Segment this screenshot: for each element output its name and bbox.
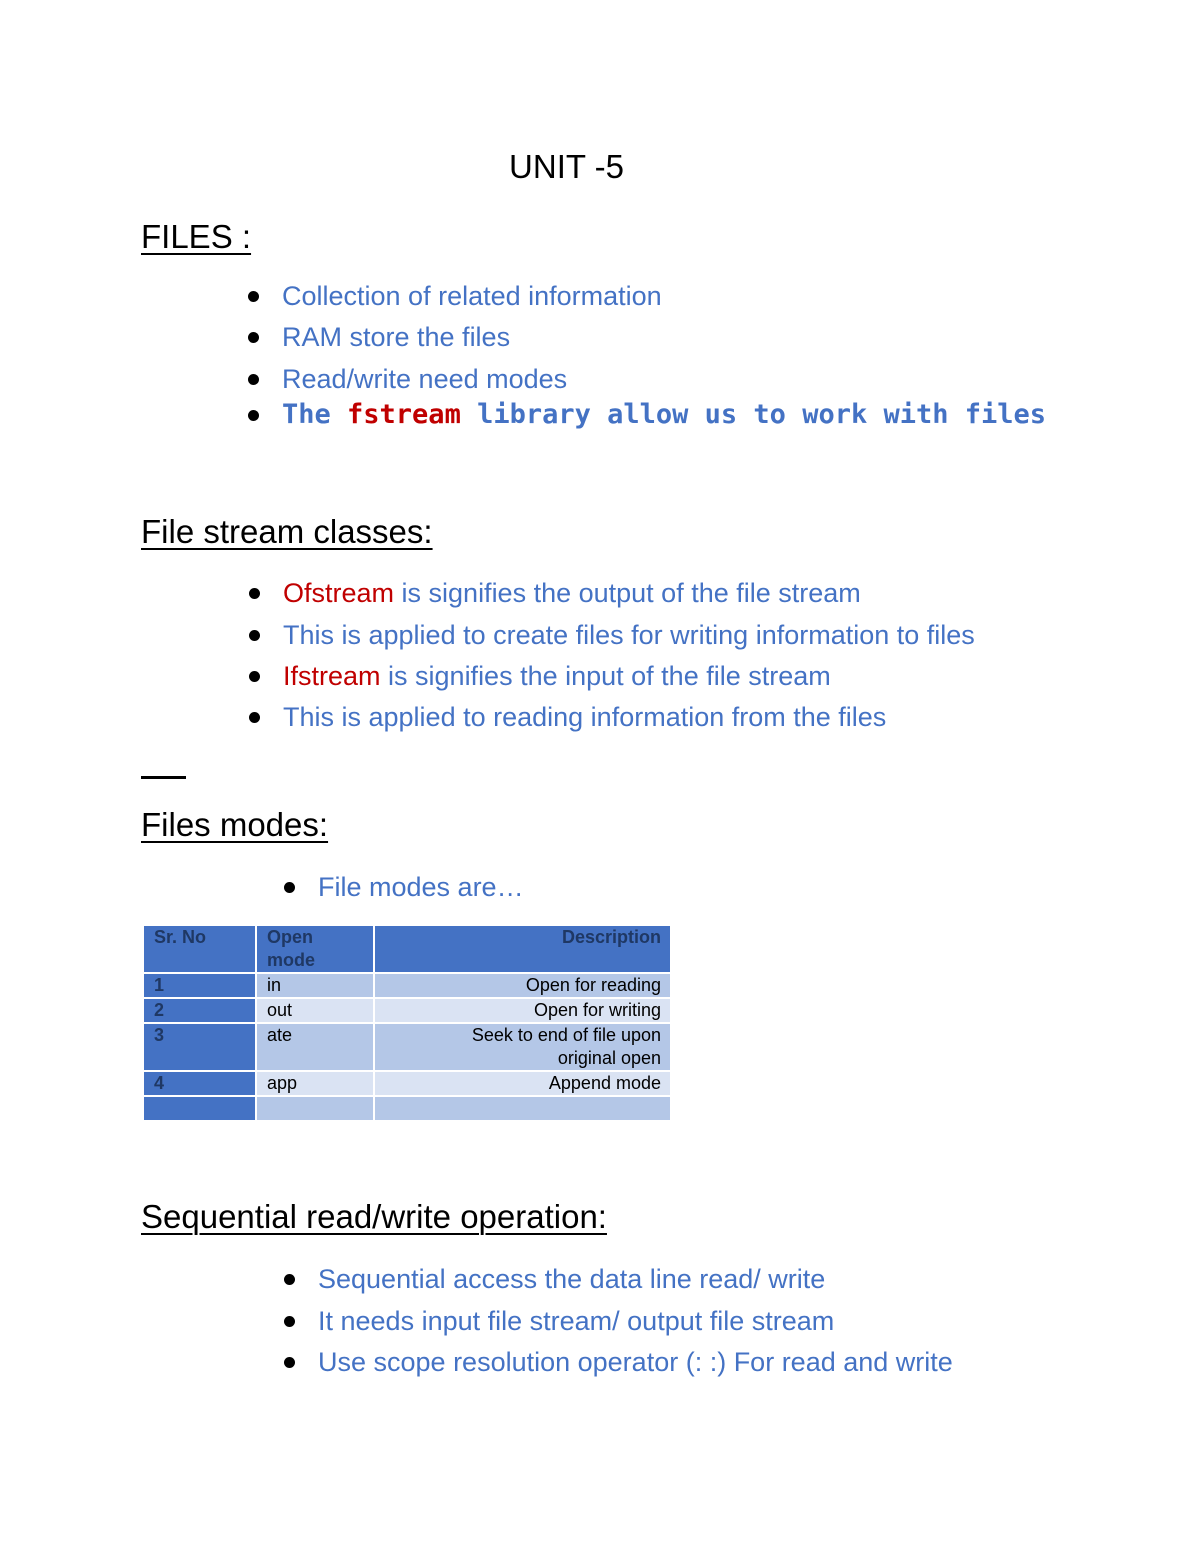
table-row <box>143 998 671 1023</box>
cell-sr-empty <box>143 1096 256 1121</box>
cell-mode-empty <box>256 1096 374 1121</box>
stream-bullet: This is applied to create files for writing information to files <box>283 620 975 650</box>
header-description: Description <box>374 925 671 973</box>
files-bullet: Collection of related information <box>282 281 662 311</box>
divider-dash <box>141 776 186 779</box>
ofstream-bullet <box>283 576 861 610</box>
cell-mode: out <box>256 998 374 1023</box>
ofstream-keyword: Ofstream <box>283 578 395 608</box>
files-heading: FILES : <box>141 218 252 255</box>
cell-description-empty <box>374 1096 671 1121</box>
header-open-mode: Open mode <box>256 925 374 973</box>
sequential-heading: Sequential read/write operation: <box>141 1198 607 1235</box>
cell-sr: 3 <box>143 1023 256 1071</box>
files-bullet: Read/write need modes <box>282 364 568 394</box>
cell-sr: 2 <box>143 998 256 1023</box>
ofstream-text: is signifies the output of the file stream <box>394 578 861 608</box>
file-modes-intro: File modes are… <box>318 872 524 902</box>
cell-description: Append mode <box>374 1071 671 1096</box>
cell-description: Seek to end of file upon original open <box>374 1023 671 1071</box>
cell-sr: 4 <box>143 1071 256 1096</box>
sequential-bullet: Sequential access the data line read/ write <box>318 1264 826 1294</box>
stream-classes-heading: File stream classes: <box>141 513 433 550</box>
file-modes-table <box>142 924 672 1122</box>
table-header-row <box>143 925 671 973</box>
cell-description: Open for reading <box>374 973 671 998</box>
ifstream-keyword: Ifstream <box>283 661 381 691</box>
cell-mode: ate <box>256 1023 374 1071</box>
header-sr-no: Sr. No <box>143 925 256 973</box>
page-title: UNIT -5 <box>509 148 624 185</box>
ifstream-bullet <box>283 659 831 693</box>
cell-mode: in <box>256 973 374 998</box>
fstream-keyword: fstream <box>347 399 461 430</box>
table-row <box>143 1023 671 1071</box>
table-row-empty <box>143 1096 671 1121</box>
ifstream-text: is signifies the input of the file stream <box>380 661 831 691</box>
table-row <box>143 1071 671 1096</box>
sequential-bullet: It needs input file stream/ output file stream <box>318 1306 835 1336</box>
file-modes-heading: Files modes: <box>141 806 329 843</box>
fstream-prefix: The <box>282 399 348 430</box>
sequential-bullet: Use scope resolution operator (: :) For read and write <box>318 1347 953 1377</box>
stream-bullet: This is applied to reading information from the files <box>283 702 887 732</box>
fstream-bullet <box>282 398 1046 432</box>
cell-description: Open for writing <box>374 998 671 1023</box>
table-row <box>143 973 671 998</box>
cell-mode: app <box>256 1071 374 1096</box>
cell-sr: 1 <box>143 973 256 998</box>
files-bullet: RAM store the files <box>282 322 511 352</box>
fstream-suffix: library allow us to work with files <box>460 399 1047 430</box>
